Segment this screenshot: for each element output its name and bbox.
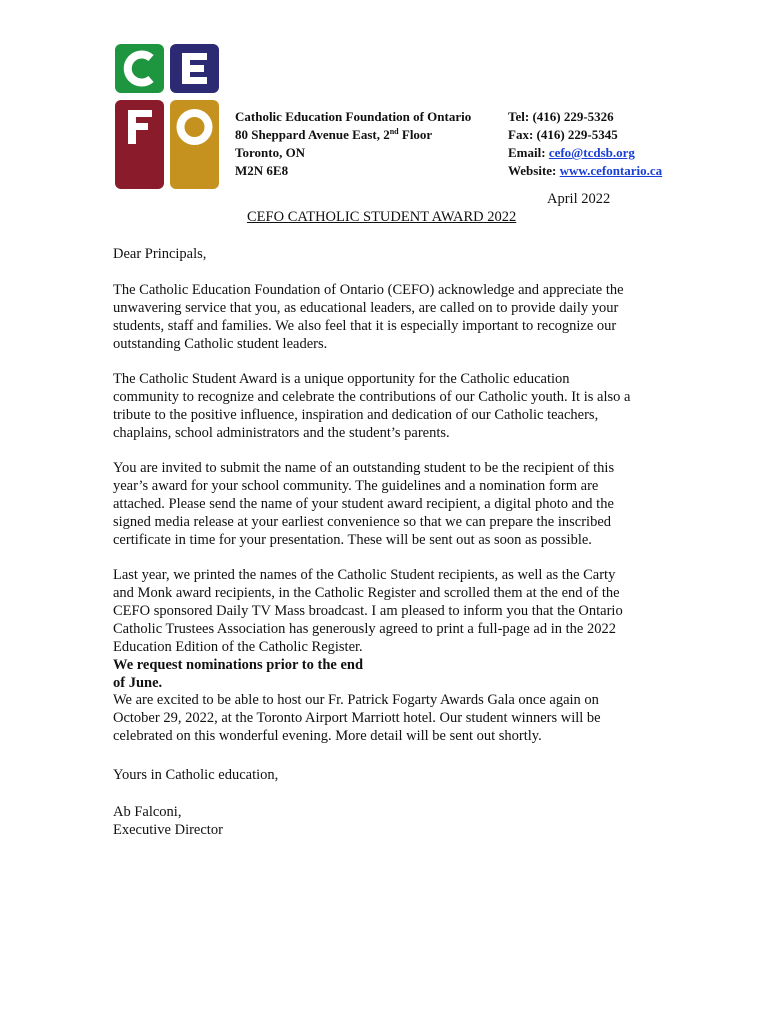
paragraph-line: tribute to the positive influence, inspiration and dedication of our Catholic teachers,: [113, 407, 599, 423]
paragraph-line: chaplains, school administrators and the student’s parents.: [113, 425, 450, 441]
paragraph-line: unwavering service that you, as educational leaders, are called on to provide daily your: [113, 300, 619, 316]
paragraph-line: students, staff and families. We also feel that it is especially important to recognize our: [113, 318, 617, 334]
paragraph-line-text: Education Edition of the Catholic Register.: [113, 639, 363, 655]
email-link[interactable]: cefo@tcdsb.org: [548, 145, 635, 160]
paragraph-line: You are invited to submit the name of an outstanding student to be the recipient of this: [113, 460, 615, 476]
paragraph-line: Last year, we printed the names of the Catholic Student recipients, as well as the Carty: [113, 567, 616, 583]
cefo-logo: [115, 44, 219, 189]
phone: Tel: (416) 229-5326: [508, 109, 614, 124]
paragraph-line: community to recognize and celebrate the contributions of our Catholic youth. It is also a: [113, 389, 631, 405]
paragraph-line: outstanding Catholic student leaders.: [113, 336, 328, 352]
signature-block: [113, 803, 658, 839]
city: Toronto, ON: [235, 145, 306, 160]
website-link[interactable]: www.cefontario.ca: [559, 163, 663, 178]
paragraph-line: [113, 638, 658, 674]
website-label: Website:: [508, 163, 560, 178]
paragraph-line: attached. Please send the name of your student award recipient, a digital photo and the: [113, 496, 614, 512]
logo-tile-c: [115, 44, 164, 93]
paragraph-line: certificate in time for your presentation. These will be sent out as soon as possible.: [113, 532, 592, 548]
email-label: Email:: [508, 145, 549, 160]
letterhead-address: [235, 108, 471, 180]
paragraph-line: [113, 674, 658, 692]
paragraph-line: and Monk award recipients, in the Catholic Register and scrolled them at the end of the: [113, 585, 620, 601]
logo-letter-e-icon: [170, 44, 219, 93]
logo-letter-f-icon: [115, 100, 164, 189]
website-line: [508, 162, 662, 180]
paragraph-line: CEFO sponsored Daily TV Mass broadcast. I am pleased to inform you that the Ontario: [113, 603, 623, 619]
signer-title: Executive Director: [113, 822, 223, 838]
paragraph-line: celebrated on this wonderful evening. More detail will be sent out shortly.: [113, 728, 542, 744]
paragraph-line: year’s award for your school community. The guidelines and a nomination form are: [113, 478, 599, 494]
email-line: [508, 144, 662, 162]
letter-title: CEFO CATHOLIC STUDENT AWARD 2022: [247, 209, 517, 225]
paragraph-1: [113, 281, 658, 353]
letterhead-contact: [508, 108, 662, 180]
logo-tile-e: [170, 44, 219, 93]
closing: Yours in Catholic education,: [113, 767, 279, 783]
logo-tile-f: [115, 100, 164, 189]
paragraph-line: We are excited to be able to host our Fr. Patrick Fogarty Awards Gala once again on: [113, 692, 599, 708]
street-address-floor: Floor: [398, 127, 433, 142]
org-name: Catholic Education Foundation of Ontario: [235, 109, 472, 124]
paragraph-3: [113, 459, 658, 549]
street-address: [235, 126, 471, 144]
paragraph-line: The Catholic Student Award is a unique opportunity for the Catholic education: [113, 371, 570, 387]
letter-date: April 2022: [547, 191, 611, 207]
nomination-deadline-bold: We request nominations prior to the end: [113, 657, 364, 673]
nomination-deadline-bold-end: of June.: [113, 675, 163, 691]
paragraph-line: October 29, 2022, at the Toronto Airport Marriott hotel. Our student winners will be: [113, 710, 601, 726]
logo-letter-c-icon: [115, 44, 164, 93]
paragraph-line: Catholic Trustees Association has generously agreed to print a full-page ad in the 2022: [113, 621, 616, 637]
logo-letter-o-icon: [170, 100, 219, 189]
paragraph-line: The Catholic Education Foundation of Ontario (CEFO) acknowledge and appreciate the: [113, 282, 624, 298]
signer-name: Ab Falconi,: [113, 804, 182, 820]
paragraph-2: [113, 370, 658, 442]
salutation: Dear Principals,: [113, 246, 207, 262]
paragraph-4: [113, 566, 658, 692]
street-address-main: 80 Sheppard Avenue East, 2: [235, 127, 390, 142]
paragraph-line: signed media release at your earliest convenience so that we can prepare the inscribed: [113, 514, 612, 530]
fax: Fax: (416) 229-5345: [508, 127, 618, 142]
postal-code: M2N 6E8: [235, 163, 289, 178]
floor-ordinal: nd: [389, 127, 399, 136]
paragraph-5: [113, 691, 658, 745]
logo-tile-o: [170, 100, 219, 189]
